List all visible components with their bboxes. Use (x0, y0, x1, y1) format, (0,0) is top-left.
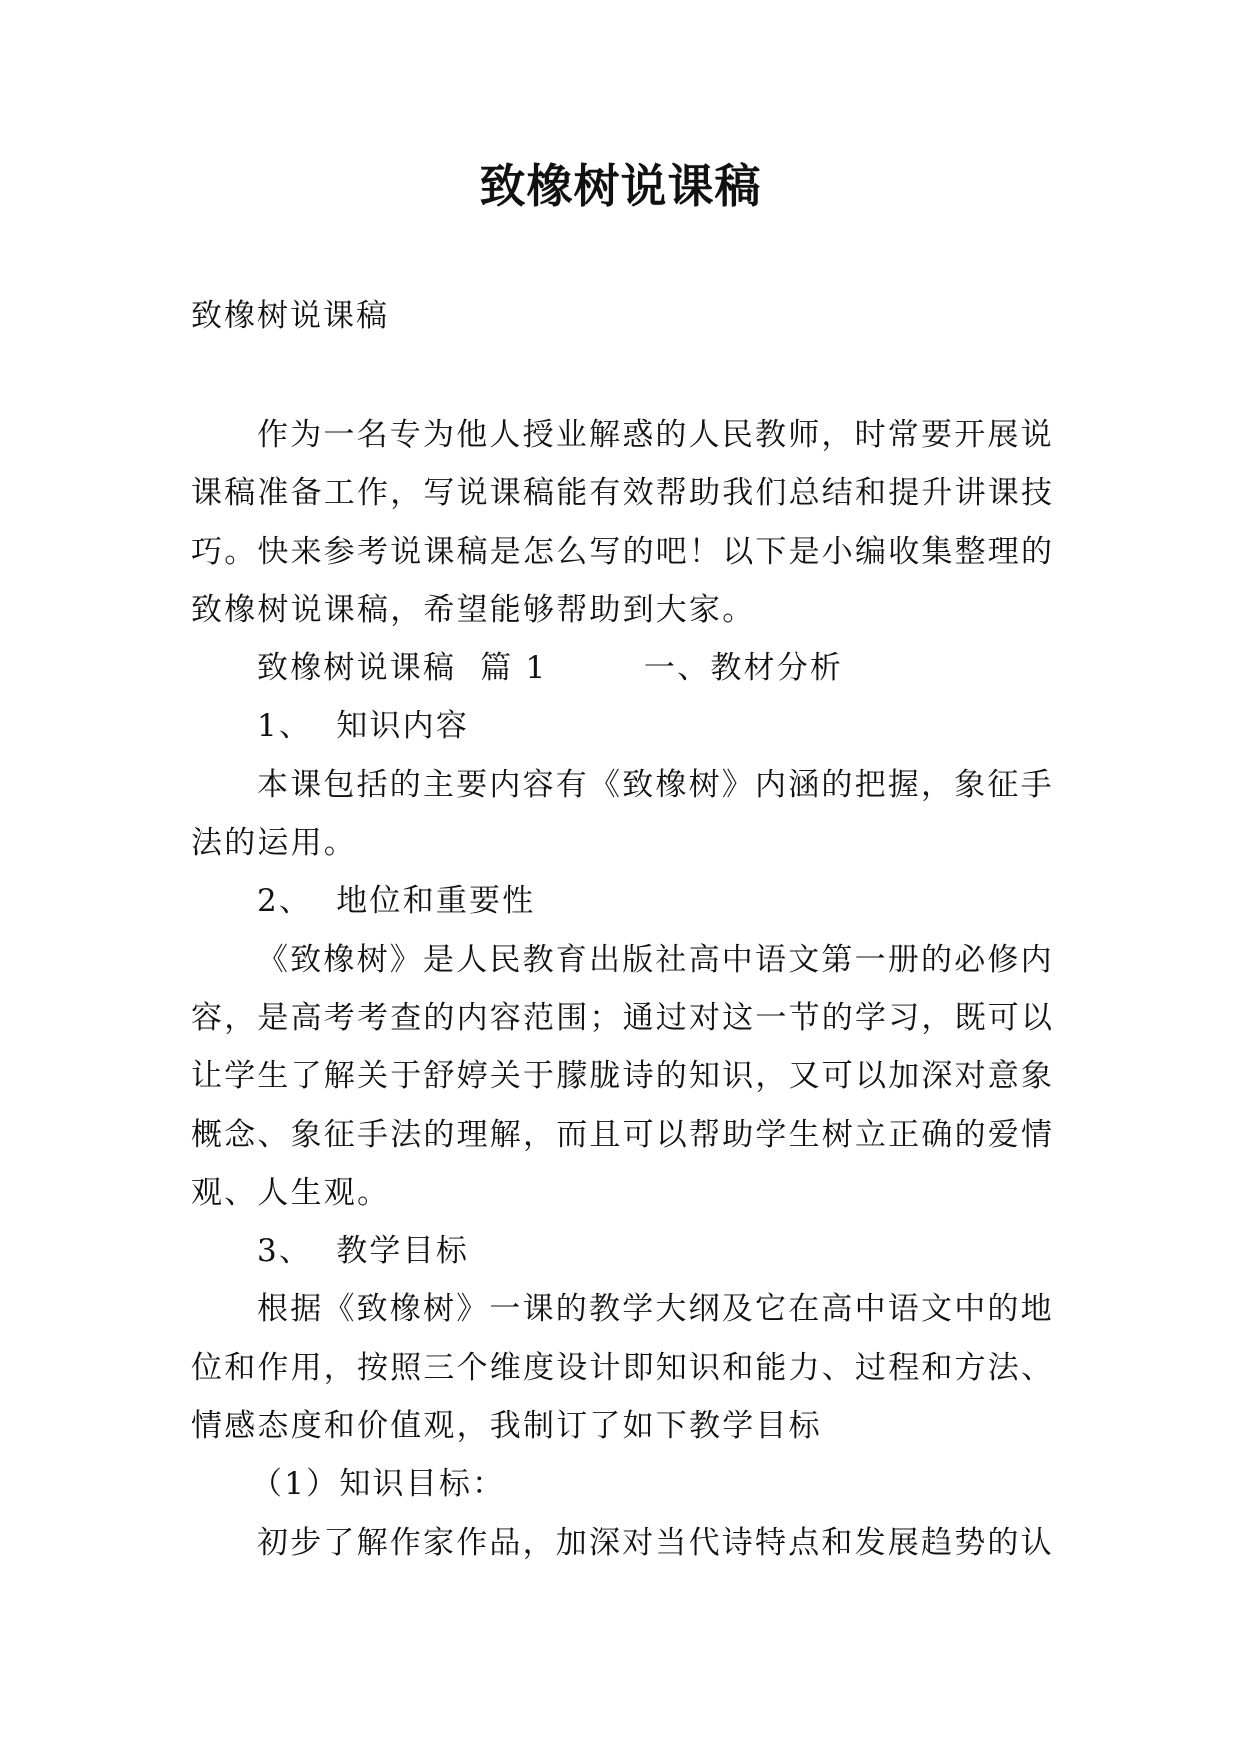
paragraph-line: 作为一名专为他人授业解惑的人民教师，时常要开展说 (257, 417, 1054, 453)
paragraph-line: 法的运用。 (191, 825, 357, 862)
paragraph-line: 本课包括的主要内容有《致橡树》内涵的把握，象征手 (257, 766, 1054, 803)
paragraph-line: 巧。快来参考说课稿是怎么写的吧！以下是小编收集整理的 (191, 533, 1055, 570)
paragraph-line: 根据《致橡树》一课的教学大纲及它在高中语文中的地 (257, 1291, 1054, 1328)
paragraph-line: 容，是高考考查的内容范围；通过对这一节的学习，既可以 (191, 999, 1055, 1036)
paragraph-line: 《致橡树》是人民教育出版社高中语文第一册的必修内 (257, 941, 1054, 978)
paragraph-line: 让学生了解关于舒婷关于朦胧诗的知识，又可以加深对意象 (191, 1058, 1055, 1095)
paragraph-line: 致橡树说课稿，希望能够帮助到大家。 (191, 591, 756, 628)
document-title: 致橡树说课稿 (479, 159, 762, 213)
document-body (191, 406, 1055, 1572)
paragraph-line: 概念、象征手法的理解，而且可以帮助学生树立正确的爱情 (191, 1116, 1055, 1153)
paragraph-line: 课稿准备工作，写说课稿能有效帮助我们总结和提升讲课技 (191, 475, 1055, 512)
paragraph-line: 位和作用，按照三个维度设计即知识和能力、过程和方法、 (191, 1349, 1055, 1386)
section-heading: 2、 地位和重要性 (257, 883, 536, 920)
section-heading: 1、 知识内容 (257, 708, 470, 745)
section-heading: 3、 教学目标 (257, 1233, 470, 1270)
subsection-heading: （1）知识目标： (251, 1466, 506, 1503)
paragraph-line: 初步了解作家作品，加深对当代诗特点和发展趋势的认 (257, 1524, 1054, 1561)
document-subtitle: 致橡树说课稿 (191, 298, 389, 334)
paragraph-line: 观、人生观。 (191, 1174, 391, 1211)
paragraph-line: 情感态度和价值观，我制订了如下教学目标 (191, 1408, 822, 1445)
section-heading: 致橡树说课稿 篇 1 一、教材分析 (257, 650, 844, 687)
